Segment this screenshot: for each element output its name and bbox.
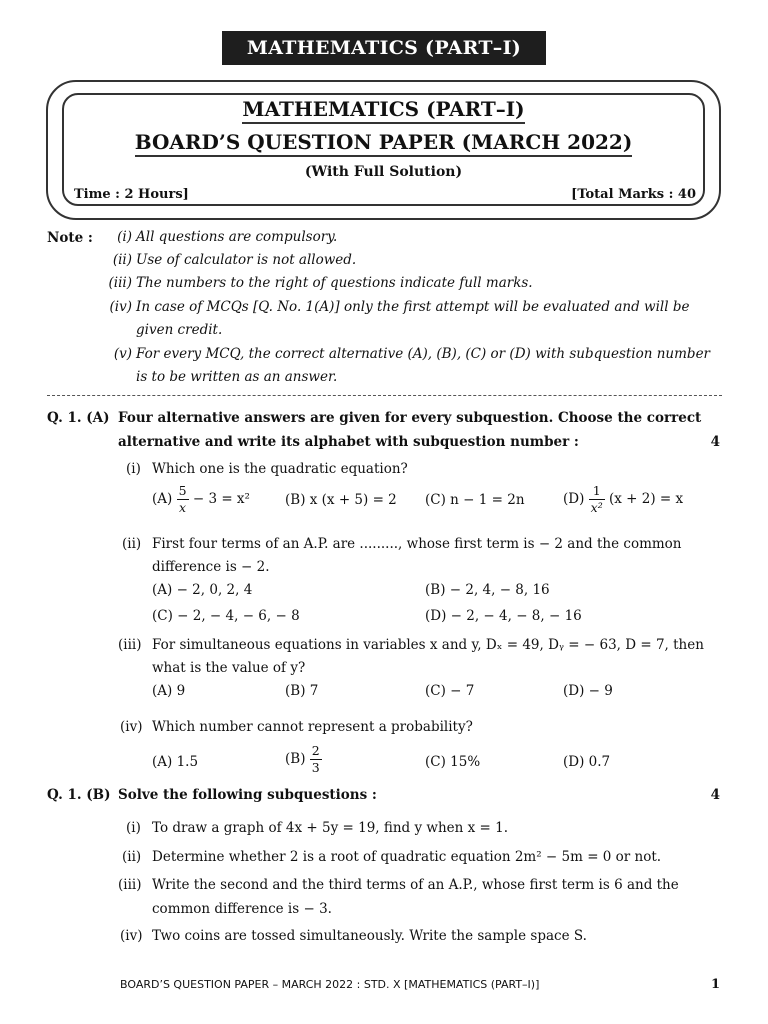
- q1a-ii-number: (ii): [122, 536, 142, 552]
- paper-subtitle: BOARD’S QUESTION PAPER (MARCH 2022): [62, 130, 705, 154]
- q1a-ii-option-c: (C) − 2, − 4, − 6, − 8: [152, 608, 300, 624]
- q1a-iv-number: (iv): [120, 719, 143, 735]
- q1b-iv-number: (iv): [120, 928, 143, 944]
- paper-title: MATHEMATICS (PART–I): [62, 97, 705, 121]
- q1a-ii-option-b: (B) − 2, 4, − 8, 16: [425, 582, 550, 598]
- q1a-iii-line1: For simultaneous equations in variables x and y, Dₓ = 49, Dᵧ = − 63, D = 7, then: [152, 637, 704, 653]
- q1a-ii-line2: difference is − 2.: [152, 559, 270, 575]
- total-marks-label: [Total Marks : 40: [571, 187, 696, 202]
- q1a-iii-number: (iii): [118, 637, 142, 653]
- q1a-iv-option-a: (A) 1.5: [152, 754, 199, 770]
- note-item: (i) All questions are compulsory.: [117, 229, 338, 245]
- note-item: (iv) In case of MCQs [Q. No. 1(A)] only the first attempt will be evaluated and will be given credit.: [109, 299, 690, 338]
- q1a-instruction-line1: Four alternative answers are given for every subquestion. Choose the correct: [118, 410, 702, 426]
- q1a-iii-option-b: (B) 7: [285, 683, 319, 699]
- q1a-iv-option-d: (D) 0.7: [563, 754, 611, 770]
- section-divider: [47, 395, 722, 396]
- q1b-title: Solve the following subquestions :: [118, 787, 377, 803]
- note-label: Note :: [47, 230, 93, 246]
- q1a-iv-text: Which number cannot represent a probability?: [152, 719, 473, 735]
- q1b-iii-line1: Write the second and the third terms of an A.P., whose first term is 6 and the: [152, 877, 679, 893]
- q1a-ii-line1: First four terms of an A.P. are ........., whose first term is − 2 and the common: [152, 536, 682, 552]
- q1a-iii-line2: what is the value of y?: [152, 660, 306, 676]
- note-item: (v) For every MCQ, the correct alternative (A), (B), (C) or (D) with subquestion number is to be written as an answer.: [113, 346, 711, 385]
- q1b-iv-text: Two coins are tossed simultaneously. Write the sample space S.: [152, 928, 587, 944]
- q1b-i-text: To draw a graph of 4x + 5y = 19, find y when x = 1.: [152, 820, 509, 836]
- q1a-i-option-b: (B) x (x + 5) = 2: [285, 492, 397, 508]
- q1a-i-option-a: (A) $\frac{5}{x}$ − 3 = x²: [152, 483, 250, 515]
- note-item: (ii) Use of calculator is not allowed.: [112, 252, 357, 268]
- q1a-iii-option-d: (D) − 9: [563, 683, 613, 699]
- q1b-iii-number: (iii): [118, 877, 142, 893]
- page-footer: BOARD’S QUESTION PAPER – MARCH 2022 : STD. X [MATHEMATICS (PART–I)]: [120, 978, 540, 991]
- q1b-ii-text: Determine whether 2 is a root of quadratic equation 2m² − 5m = 0 or not.: [152, 849, 662, 865]
- q1b-marks: 4: [710, 787, 720, 803]
- time-label: Time : 2 Hours]: [74, 187, 189, 202]
- page-number: 1: [710, 977, 720, 992]
- q1a-i-number: (i): [126, 461, 141, 477]
- note-item: (iii) The numbers to the right of questions indicate full marks.: [108, 275, 533, 291]
- q1b-label: Q. 1. (B): [47, 787, 111, 803]
- q1a-i-option-c: (C) n − 1 = 2n: [425, 492, 525, 508]
- q1a-instruction-line2: alternative and write its alphabet with subquestion number :: [118, 434, 579, 450]
- q1a-label: Q. 1. (A): [47, 410, 110, 426]
- q1a-iv-option-c: (C) 15%: [425, 754, 481, 770]
- q1b-i-number: (i): [126, 820, 141, 836]
- q1b-ii-number: (ii): [122, 849, 142, 865]
- q1a-ii-option-d: (D) − 2, − 4, − 8, − 16: [425, 608, 582, 624]
- q1b-iii-line2: common difference is − 3.: [152, 901, 332, 917]
- solution-note: (With Full Solution): [304, 164, 463, 180]
- page-banner: MATHEMATICS (PART–I): [222, 31, 546, 65]
- q1a-i-option-d: (D) $\frac{1}{\text{x²}}$ (x + 2) = x: [563, 483, 684, 515]
- q1a-i-text: Which one is the quadratic equation?: [152, 461, 408, 477]
- q1a-iii-option-c: (C) − 7: [425, 683, 475, 699]
- q1a-iii-option-a: (A) 9: [152, 683, 186, 699]
- q1a-iv-option-b: (B) $\frac{2}{3}$: [285, 743, 320, 775]
- q1a-ii-option-a: (A) − 2, 0, 2, 4: [152, 582, 253, 598]
- q1a-marks: 4: [710, 434, 720, 450]
